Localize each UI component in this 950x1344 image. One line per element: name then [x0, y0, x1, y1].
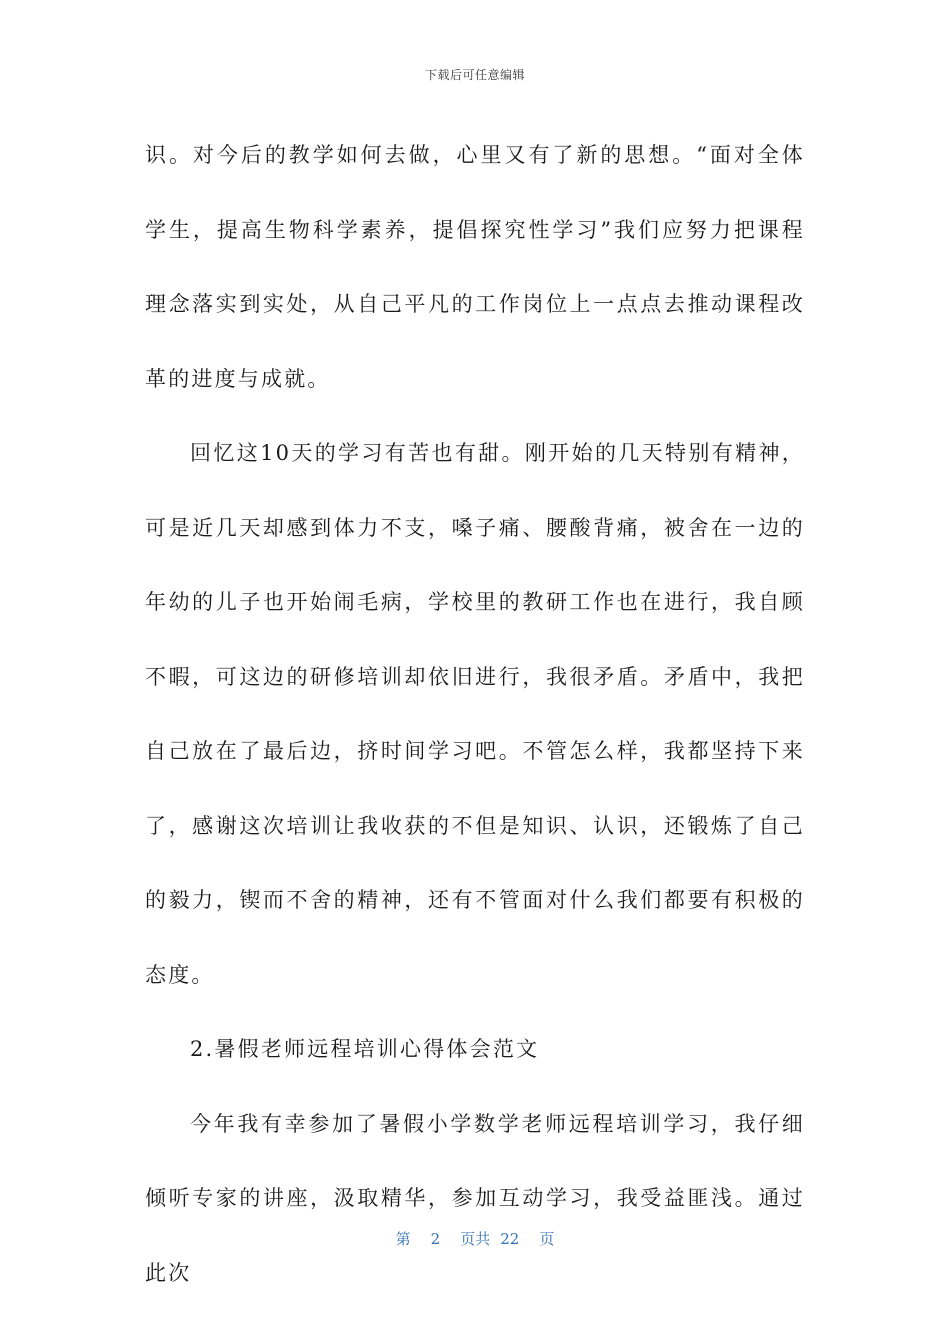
- section-heading: 2.暑假老师远程培训心得体会范文: [190, 1037, 540, 1061]
- footer-prefix: 第: [395, 1230, 411, 1248]
- paragraph-2: 回忆这10天的学习有苦也有甜。刚开始的几天特别有精神，可是近几天却感到体力不支，嗓子痛、腰酸背痛，被舍在一边的年幼的儿子也开始闹毛病，学校里的教研工作也在进行，我自顾不暇，可这边的研修培训却依旧进行，我很矛盾。矛盾中，我把自己放在了最后边，挤时间学习吧。不管怎么样，我都坚持下来了，感谢这次培训让我收获的不但是知识、认识，还锻炼了自己的毅力，锲而不舍的精神，还有不管面对什么我们都要有积极的态度。: [145, 441, 805, 987]
- document-body: [145, 118, 805, 1310]
- footer-suffix: 页: [539, 1230, 555, 1248]
- footer-page-number: 2: [430, 1230, 441, 1248]
- footer-middle: 页共: [460, 1230, 491, 1248]
- page-footer: [0, 1228, 950, 1249]
- page-header: 下载后可任意编辑: [424, 68, 525, 82]
- paragraph-3: 今年我有幸参加了暑假小学数学老师远程培训学习，我仔细倾听专家的讲座，汲取精华，参加互动学习，我受益匪浅。通过此次: [145, 1111, 805, 1285]
- footer-total-pages: 22: [500, 1230, 520, 1248]
- paragraph-1: 识。对今后的教学如何去做，心里又有了新的思想。“面对全体学生，提高生物科学素养，提倡探究性学习”我们应努力把课程理念落实到实处，从自己平凡的工作岗位上一点点去推动课程改革的进度与成就。: [145, 143, 805, 391]
